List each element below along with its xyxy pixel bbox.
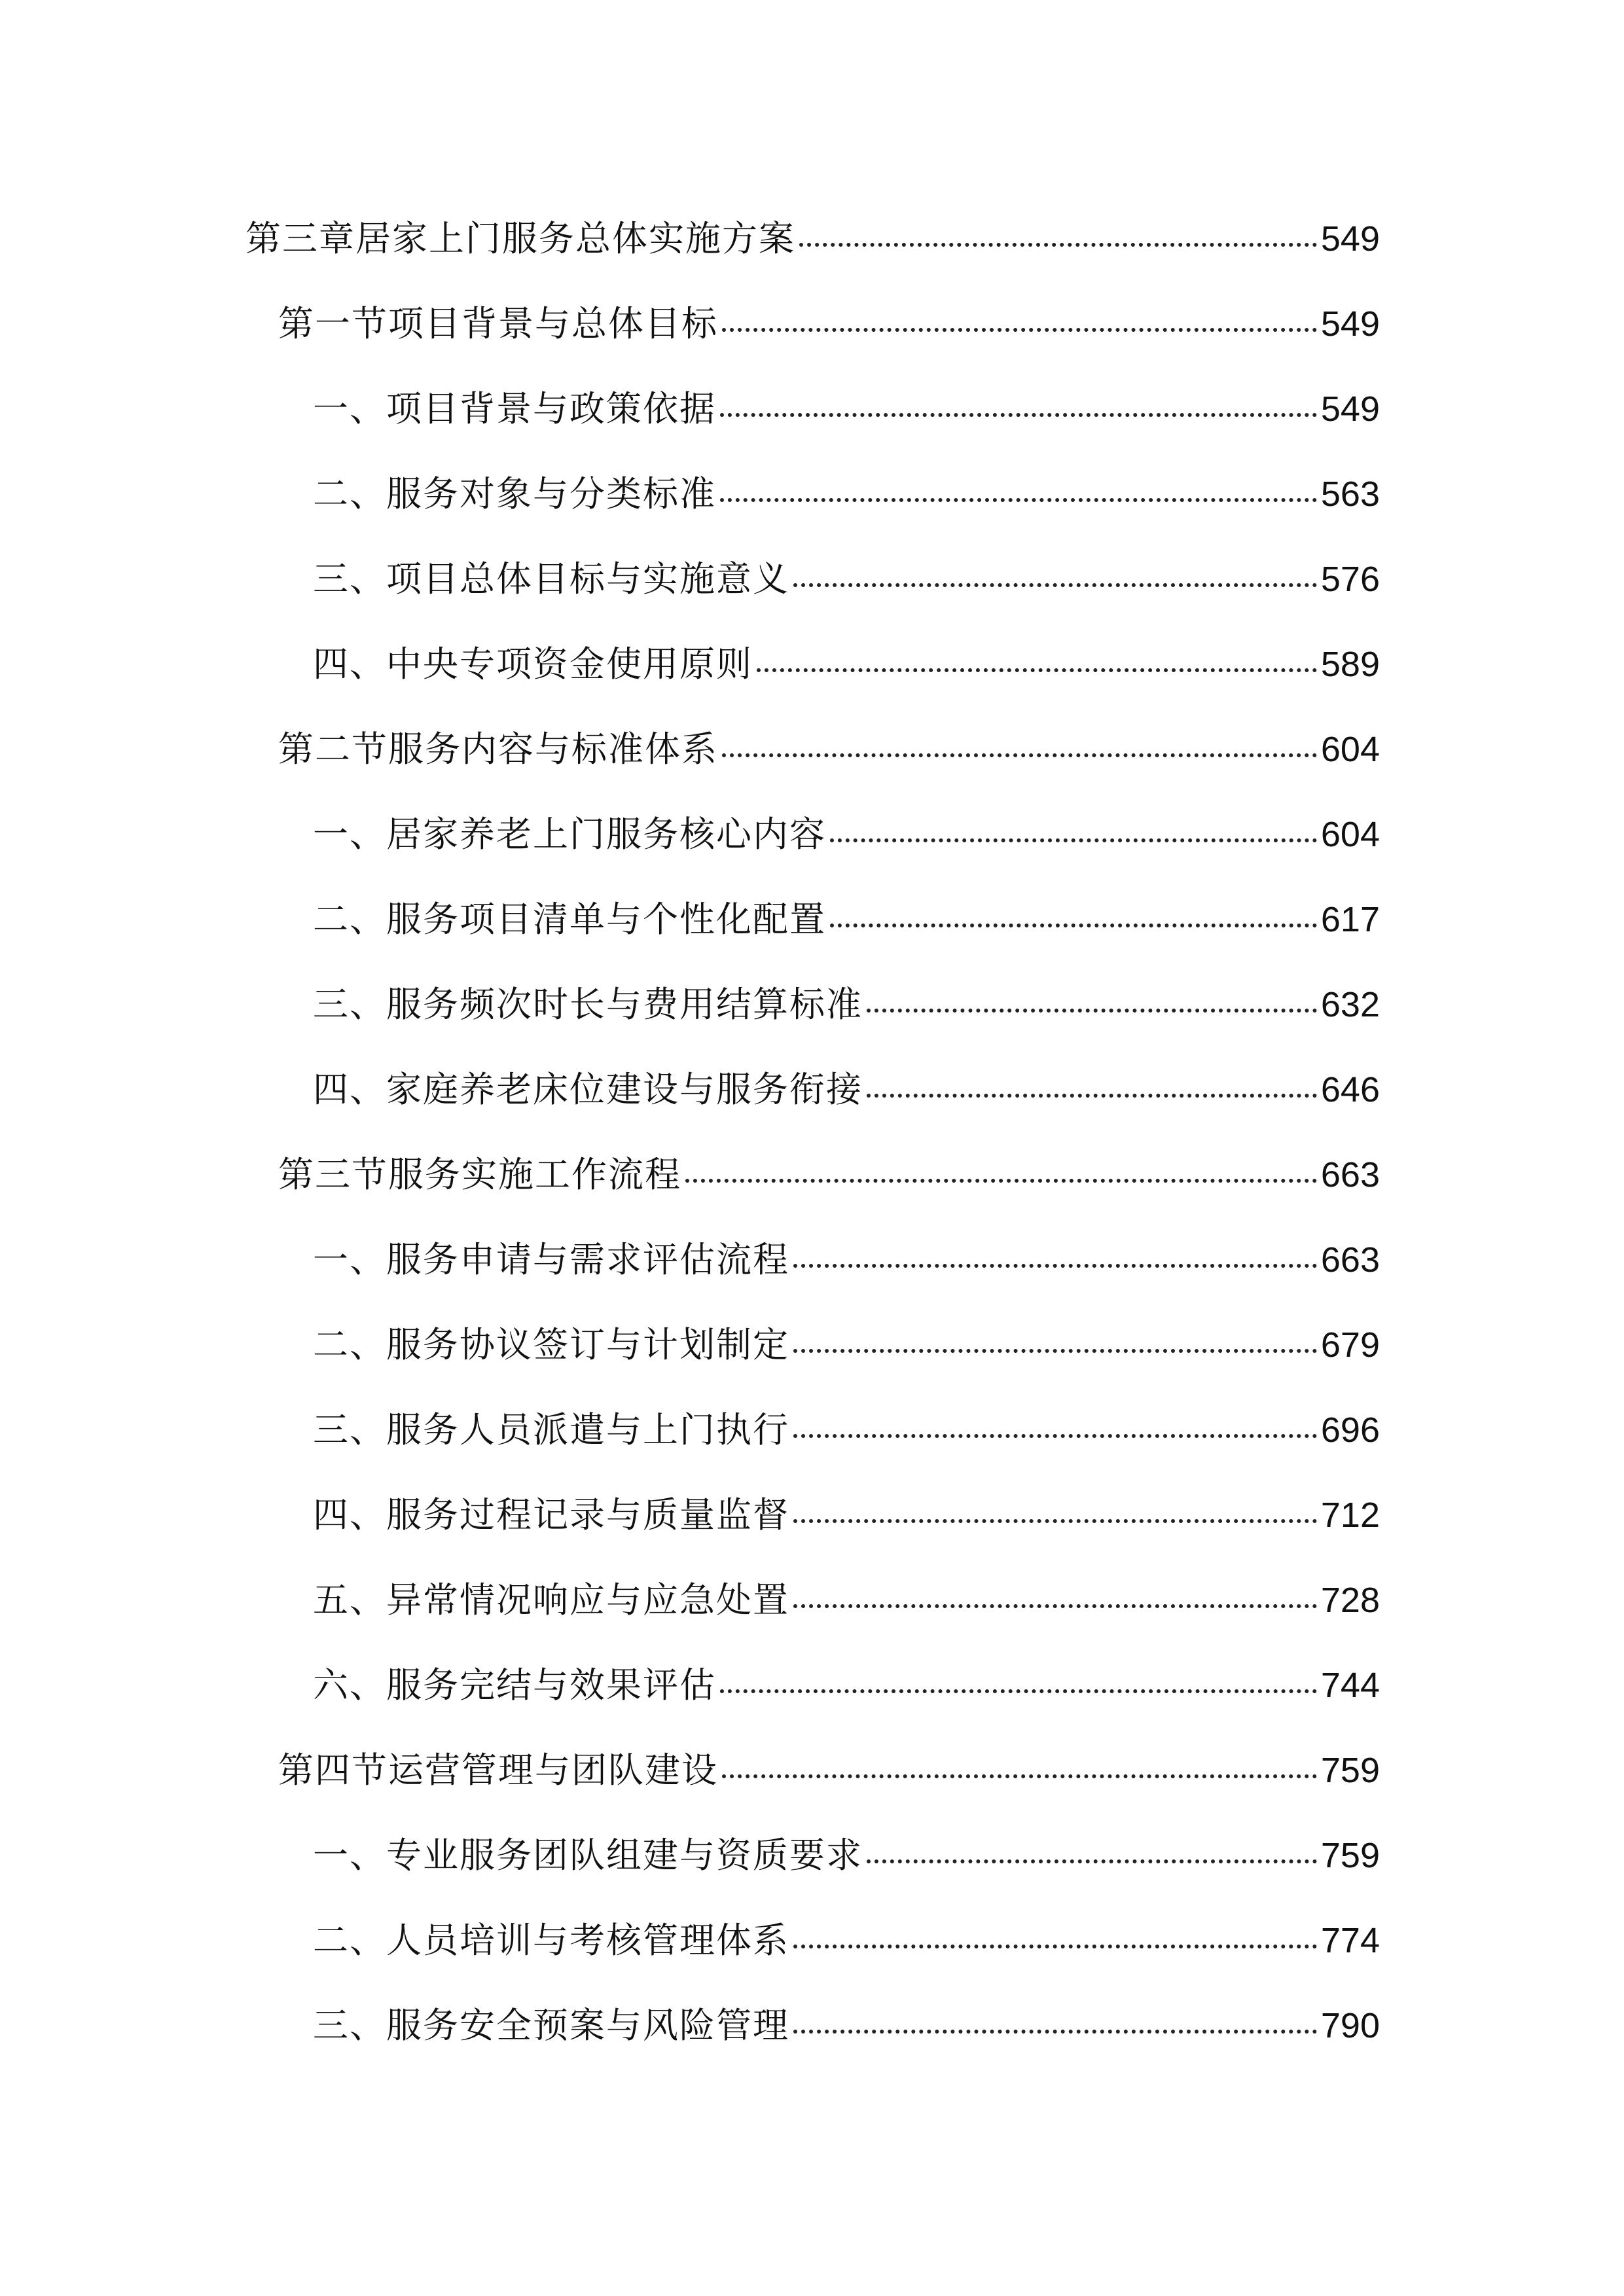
dot-leader xyxy=(793,1604,1317,1608)
toc-page-number: 549 xyxy=(1320,389,1380,429)
toc-entry-title: 第三章居家上门服务总体实施方案 xyxy=(245,218,795,259)
toc-entry-title: 二、服务协议签订与计划制定 xyxy=(313,1324,789,1365)
toc-page-number: 632 xyxy=(1320,985,1380,1024)
toc-entry-title: 三、服务人员派遣与上门执行 xyxy=(313,1409,789,1450)
dot-leader xyxy=(793,1945,1317,1948)
toc-page-number: 589 xyxy=(1320,645,1380,684)
dot-leader xyxy=(757,668,1317,672)
toc-page-number: 604 xyxy=(1320,730,1380,769)
toc-entry-subsection[interactable] xyxy=(313,893,1380,946)
toc-page-number: 790 xyxy=(1320,2006,1380,2045)
toc-entry-title: 四、家庭养老床位建设与服务衔接 xyxy=(313,1069,863,1110)
dot-leader xyxy=(685,1179,1317,1183)
toc-entry-title: 四、服务过程记录与质量监督 xyxy=(313,1494,789,1535)
toc-entry-title: 五、异常情况响应与应急处置 xyxy=(313,1579,789,1621)
toc-entry-title: 第三节服务实施工作流程 xyxy=(278,1154,681,1195)
toc-page-number: 679 xyxy=(1320,1325,1380,1365)
toc-page-number: 663 xyxy=(1320,1155,1380,1194)
toc-entry-title: 二、人员培训与考核管理体系 xyxy=(313,1920,789,1961)
toc-entry-title: 三、服务安全预案与风险管理 xyxy=(313,2005,789,2046)
toc-page-number: 617 xyxy=(1320,900,1380,939)
dot-leader xyxy=(867,1094,1317,1098)
dot-leader xyxy=(722,1774,1317,1778)
toc-page-number: 604 xyxy=(1320,815,1380,854)
toc-entry-section-4[interactable] xyxy=(278,1744,1380,1797)
toc-entry-section-2[interactable] xyxy=(278,723,1380,776)
toc-page-number: 774 xyxy=(1320,1921,1380,1960)
dot-leader xyxy=(793,1264,1317,1268)
toc-entry-subsection[interactable] xyxy=(313,978,1380,1031)
toc-entry-subsection[interactable] xyxy=(313,1234,1380,1286)
toc-page-number: 563 xyxy=(1320,475,1380,514)
toc-page-number: 696 xyxy=(1320,1410,1380,1450)
toc-entry-title: 六、服务完结与效果评估 xyxy=(313,1664,716,1706)
toc-page-number: 549 xyxy=(1320,304,1380,344)
toc-page-number: 549 xyxy=(1320,219,1380,259)
toc-entry-title: 一、居家养老上门服务核心内容 xyxy=(313,814,826,855)
toc-entry-subsection[interactable] xyxy=(313,1659,1380,1712)
toc-entry-title: 第二节服务内容与标准体系 xyxy=(278,728,718,770)
toc-entry-subsection[interactable] xyxy=(313,383,1380,435)
dot-leader xyxy=(799,243,1317,247)
toc-entry-subsection[interactable] xyxy=(313,1404,1380,1456)
toc-entry-subsection[interactable] xyxy=(313,1489,1380,1541)
toc-entry-title: 三、项目总体目标与实施意义 xyxy=(313,558,789,600)
toc-entry-title: 一、专业服务团队组建与资质要求 xyxy=(313,1835,863,1876)
toc-entry-title: 四、中央专项资金使用原则 xyxy=(313,643,753,685)
dot-leader xyxy=(830,924,1317,927)
dot-leader xyxy=(720,1689,1317,1693)
toc-entry-title: 二、服务对象与分类标准 xyxy=(313,473,716,514)
toc-entry-title: 第四节运营管理与团队建设 xyxy=(278,1749,718,1791)
toc-entry-subsection[interactable] xyxy=(313,1319,1380,1371)
toc-entry-chapter-3[interactable] xyxy=(245,213,1380,265)
toc-page-number: 744 xyxy=(1320,1666,1380,1705)
dot-leader xyxy=(867,1859,1317,1863)
toc-entry-subsection[interactable] xyxy=(313,1574,1380,1626)
toc-entry-section-1[interactable] xyxy=(278,298,1380,350)
toc-entry-title: 三、服务频次时长与费用结算标准 xyxy=(313,984,863,1025)
toc-entry-subsection[interactable] xyxy=(313,1064,1380,1116)
dot-leader xyxy=(793,1434,1317,1438)
toc-entry-subsection[interactable] xyxy=(313,638,1380,691)
toc-entry-title: 一、服务申请与需求评估流程 xyxy=(313,1239,789,1280)
dot-leader xyxy=(793,2030,1317,2034)
dot-leader xyxy=(720,498,1317,502)
dot-leader xyxy=(830,838,1317,842)
toc-page-number: 759 xyxy=(1320,1836,1380,1875)
dot-leader xyxy=(793,1349,1317,1353)
toc-page-number: 712 xyxy=(1320,1496,1380,1535)
toc-page-number: 576 xyxy=(1320,560,1380,599)
toc-entry-subsection[interactable] xyxy=(313,1914,1380,1967)
toc-entry-subsection[interactable] xyxy=(313,2000,1380,2052)
dot-leader xyxy=(867,1009,1317,1013)
toc-entry-subsection[interactable] xyxy=(313,468,1380,520)
dot-leader xyxy=(720,413,1317,417)
toc-entry-subsection[interactable] xyxy=(313,553,1380,605)
toc-entry-subsection[interactable] xyxy=(313,808,1380,861)
toc-entry-subsection[interactable] xyxy=(313,1829,1380,1882)
toc-page-number: 759 xyxy=(1320,1751,1380,1790)
toc-entry-title: 二、服务项目清单与个性化配置 xyxy=(313,899,826,940)
dot-leader xyxy=(722,328,1317,332)
toc-page-number: 646 xyxy=(1320,1070,1380,1109)
toc-entry-title: 一、项目背景与政策依据 xyxy=(313,388,716,429)
dot-leader xyxy=(793,583,1317,587)
toc-entry-section-3[interactable] xyxy=(278,1149,1380,1201)
dot-leader xyxy=(793,1519,1317,1523)
toc-page-number: 663 xyxy=(1320,1240,1380,1280)
toc-page-number: 728 xyxy=(1320,1581,1380,1620)
dot-leader xyxy=(722,753,1317,757)
toc-entry-title: 第一节项目背景与总体目标 xyxy=(278,303,718,344)
